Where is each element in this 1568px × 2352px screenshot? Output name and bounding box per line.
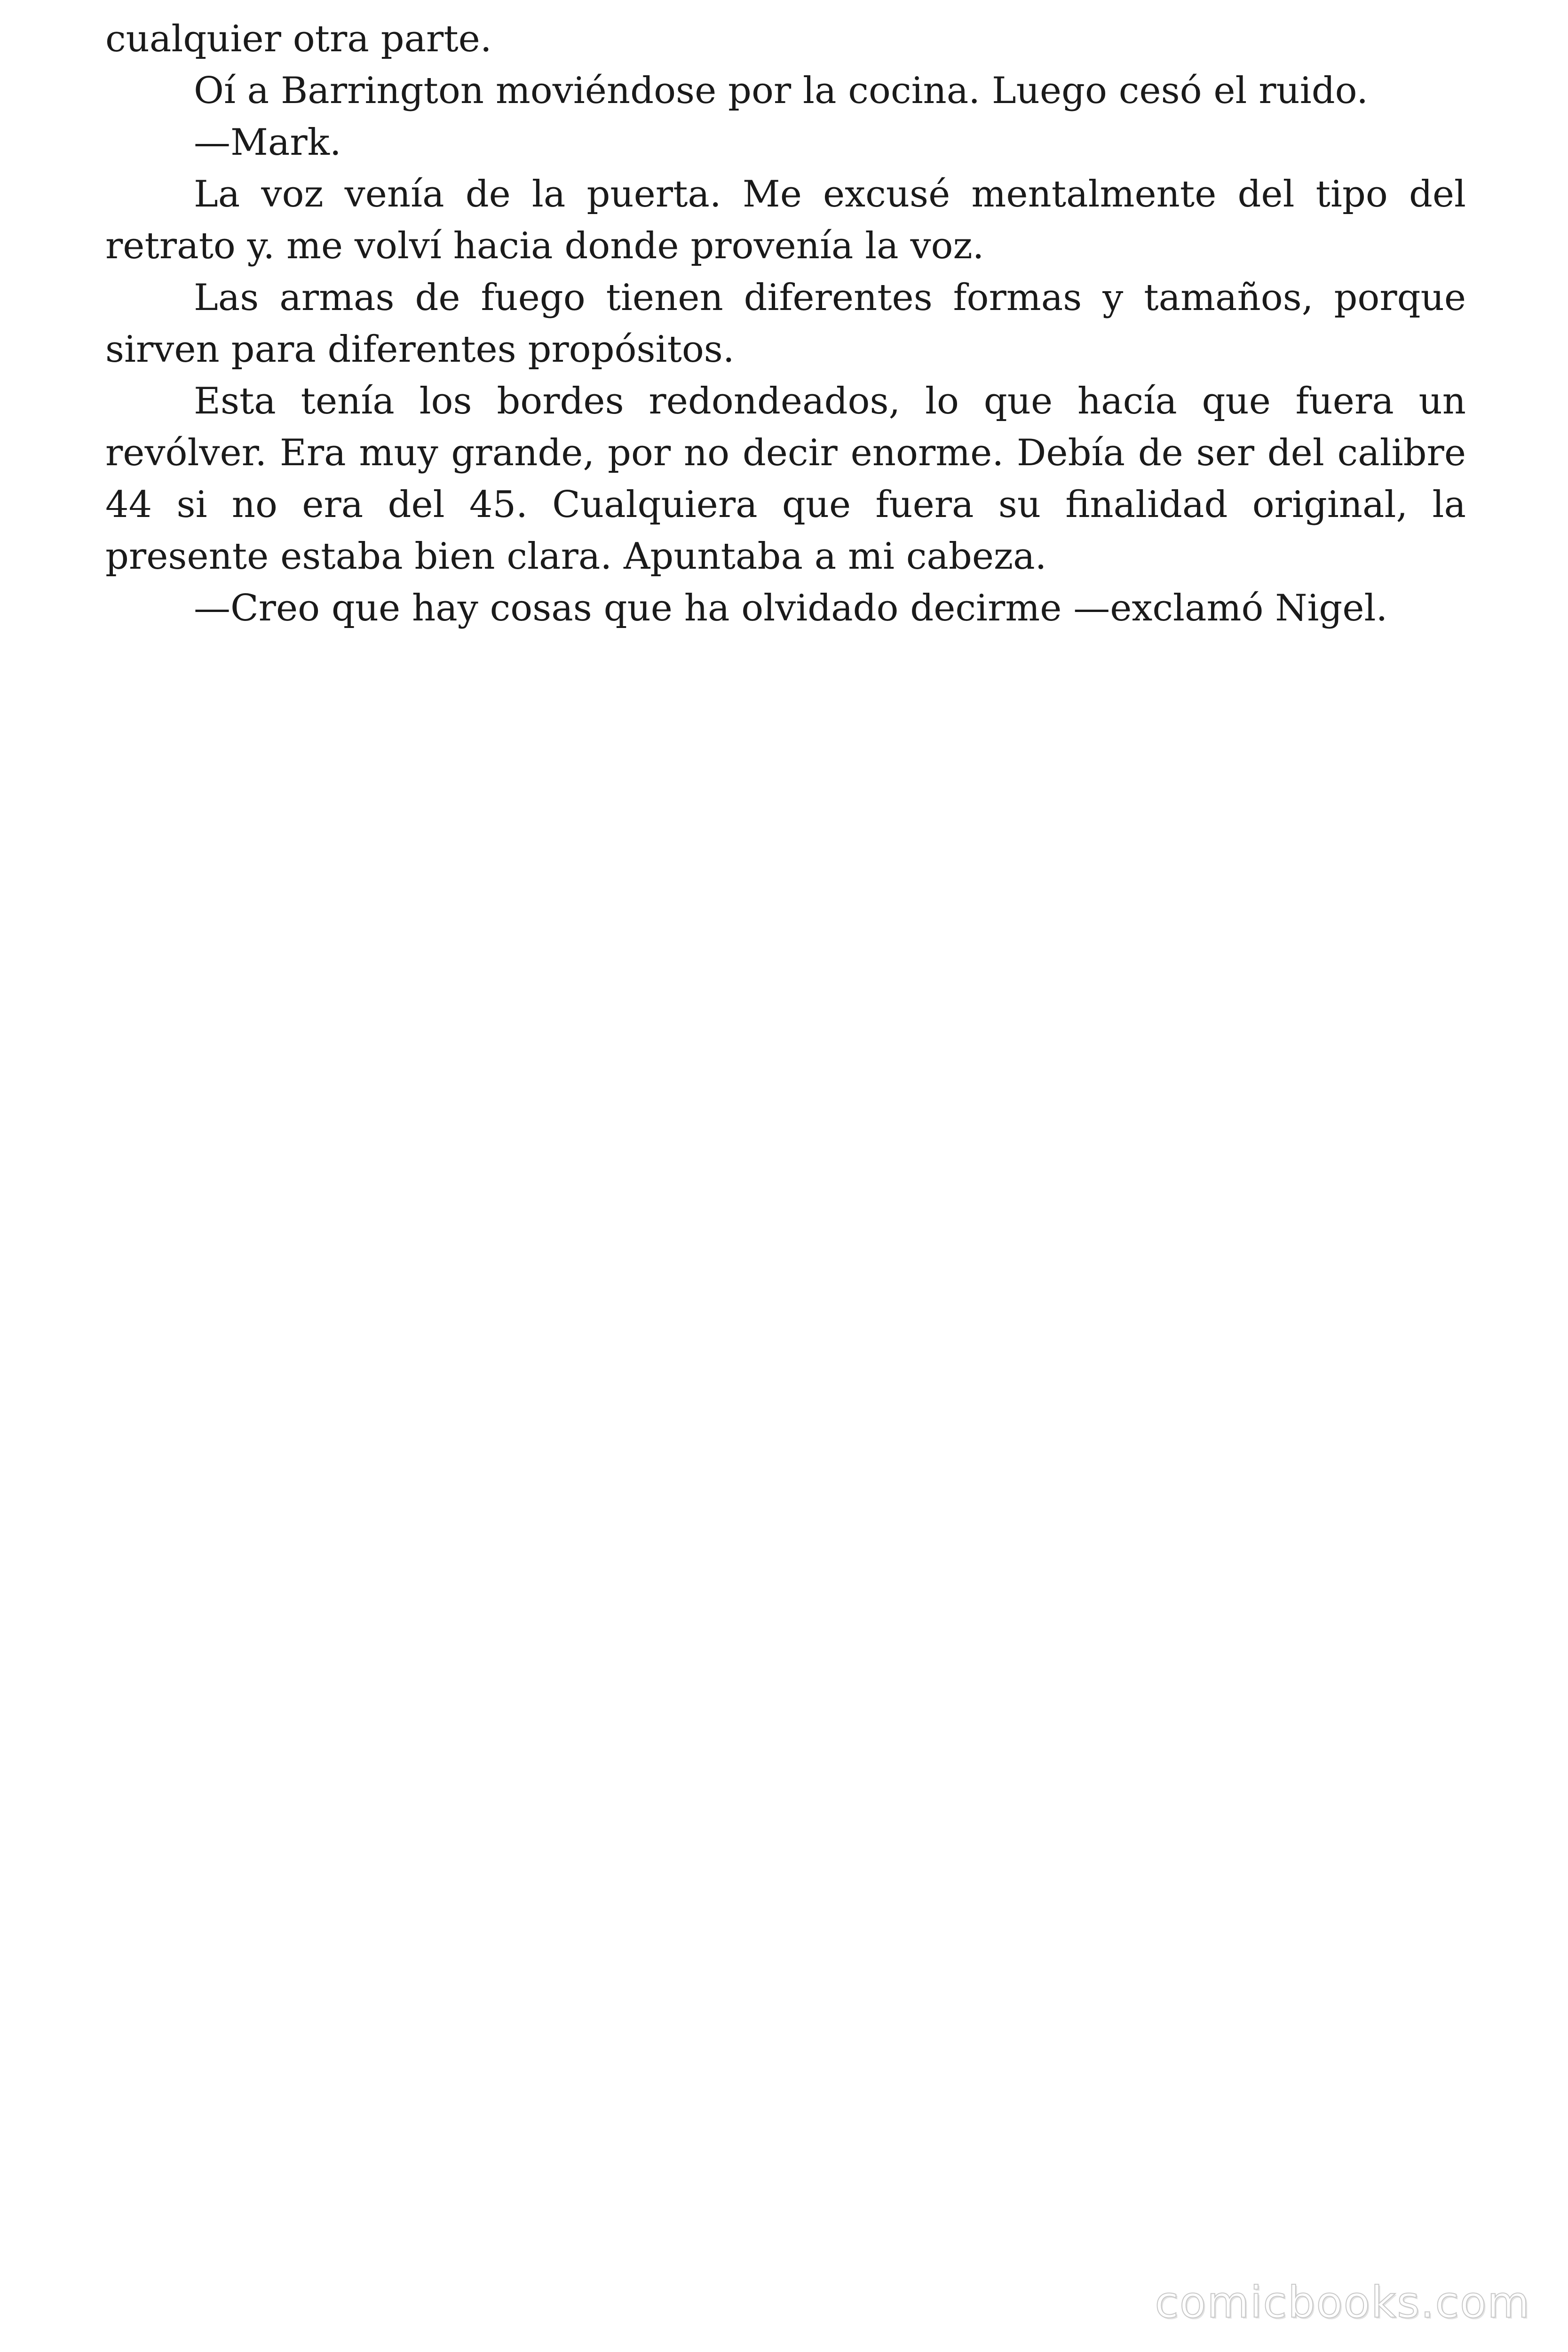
paragraph-6: Esta tenía los bordes redondeados, lo que hacía que fuera un revólver. Era muy grande, por no decir enorme. Debía de ser del calibre 44 si no era del 45. Cualquiera que fuera su finalidad original, la presente estaba bien clara. Apuntaba a mi cabeza. (105, 380, 1466, 578)
paragraph-5: Las armas de fuego tienen diferentes formas y tamaños, porque sirven para diferentes propósitos. (105, 277, 1466, 371)
body-text (105, 13, 1466, 634)
paragraph-7: —Creo que hay cosas que ha olvidado decirme —exclamó Nigel. (194, 587, 1388, 629)
paragraph-4: La voz venía de la puerta. Me excusé mentalmente del tipo del retrato y. me volví hacia donde provenía la voz. (105, 173, 1466, 267)
paragraph-3: —Mark. (194, 121, 341, 164)
paragraph-1: cualquier otra parte. (105, 18, 492, 60)
paragraph-2: Oí a Barrington moviéndose por la cocina. Luego cesó el ruido. (194, 70, 1369, 112)
watermark: comicbooks.com (1155, 2277, 1530, 2328)
